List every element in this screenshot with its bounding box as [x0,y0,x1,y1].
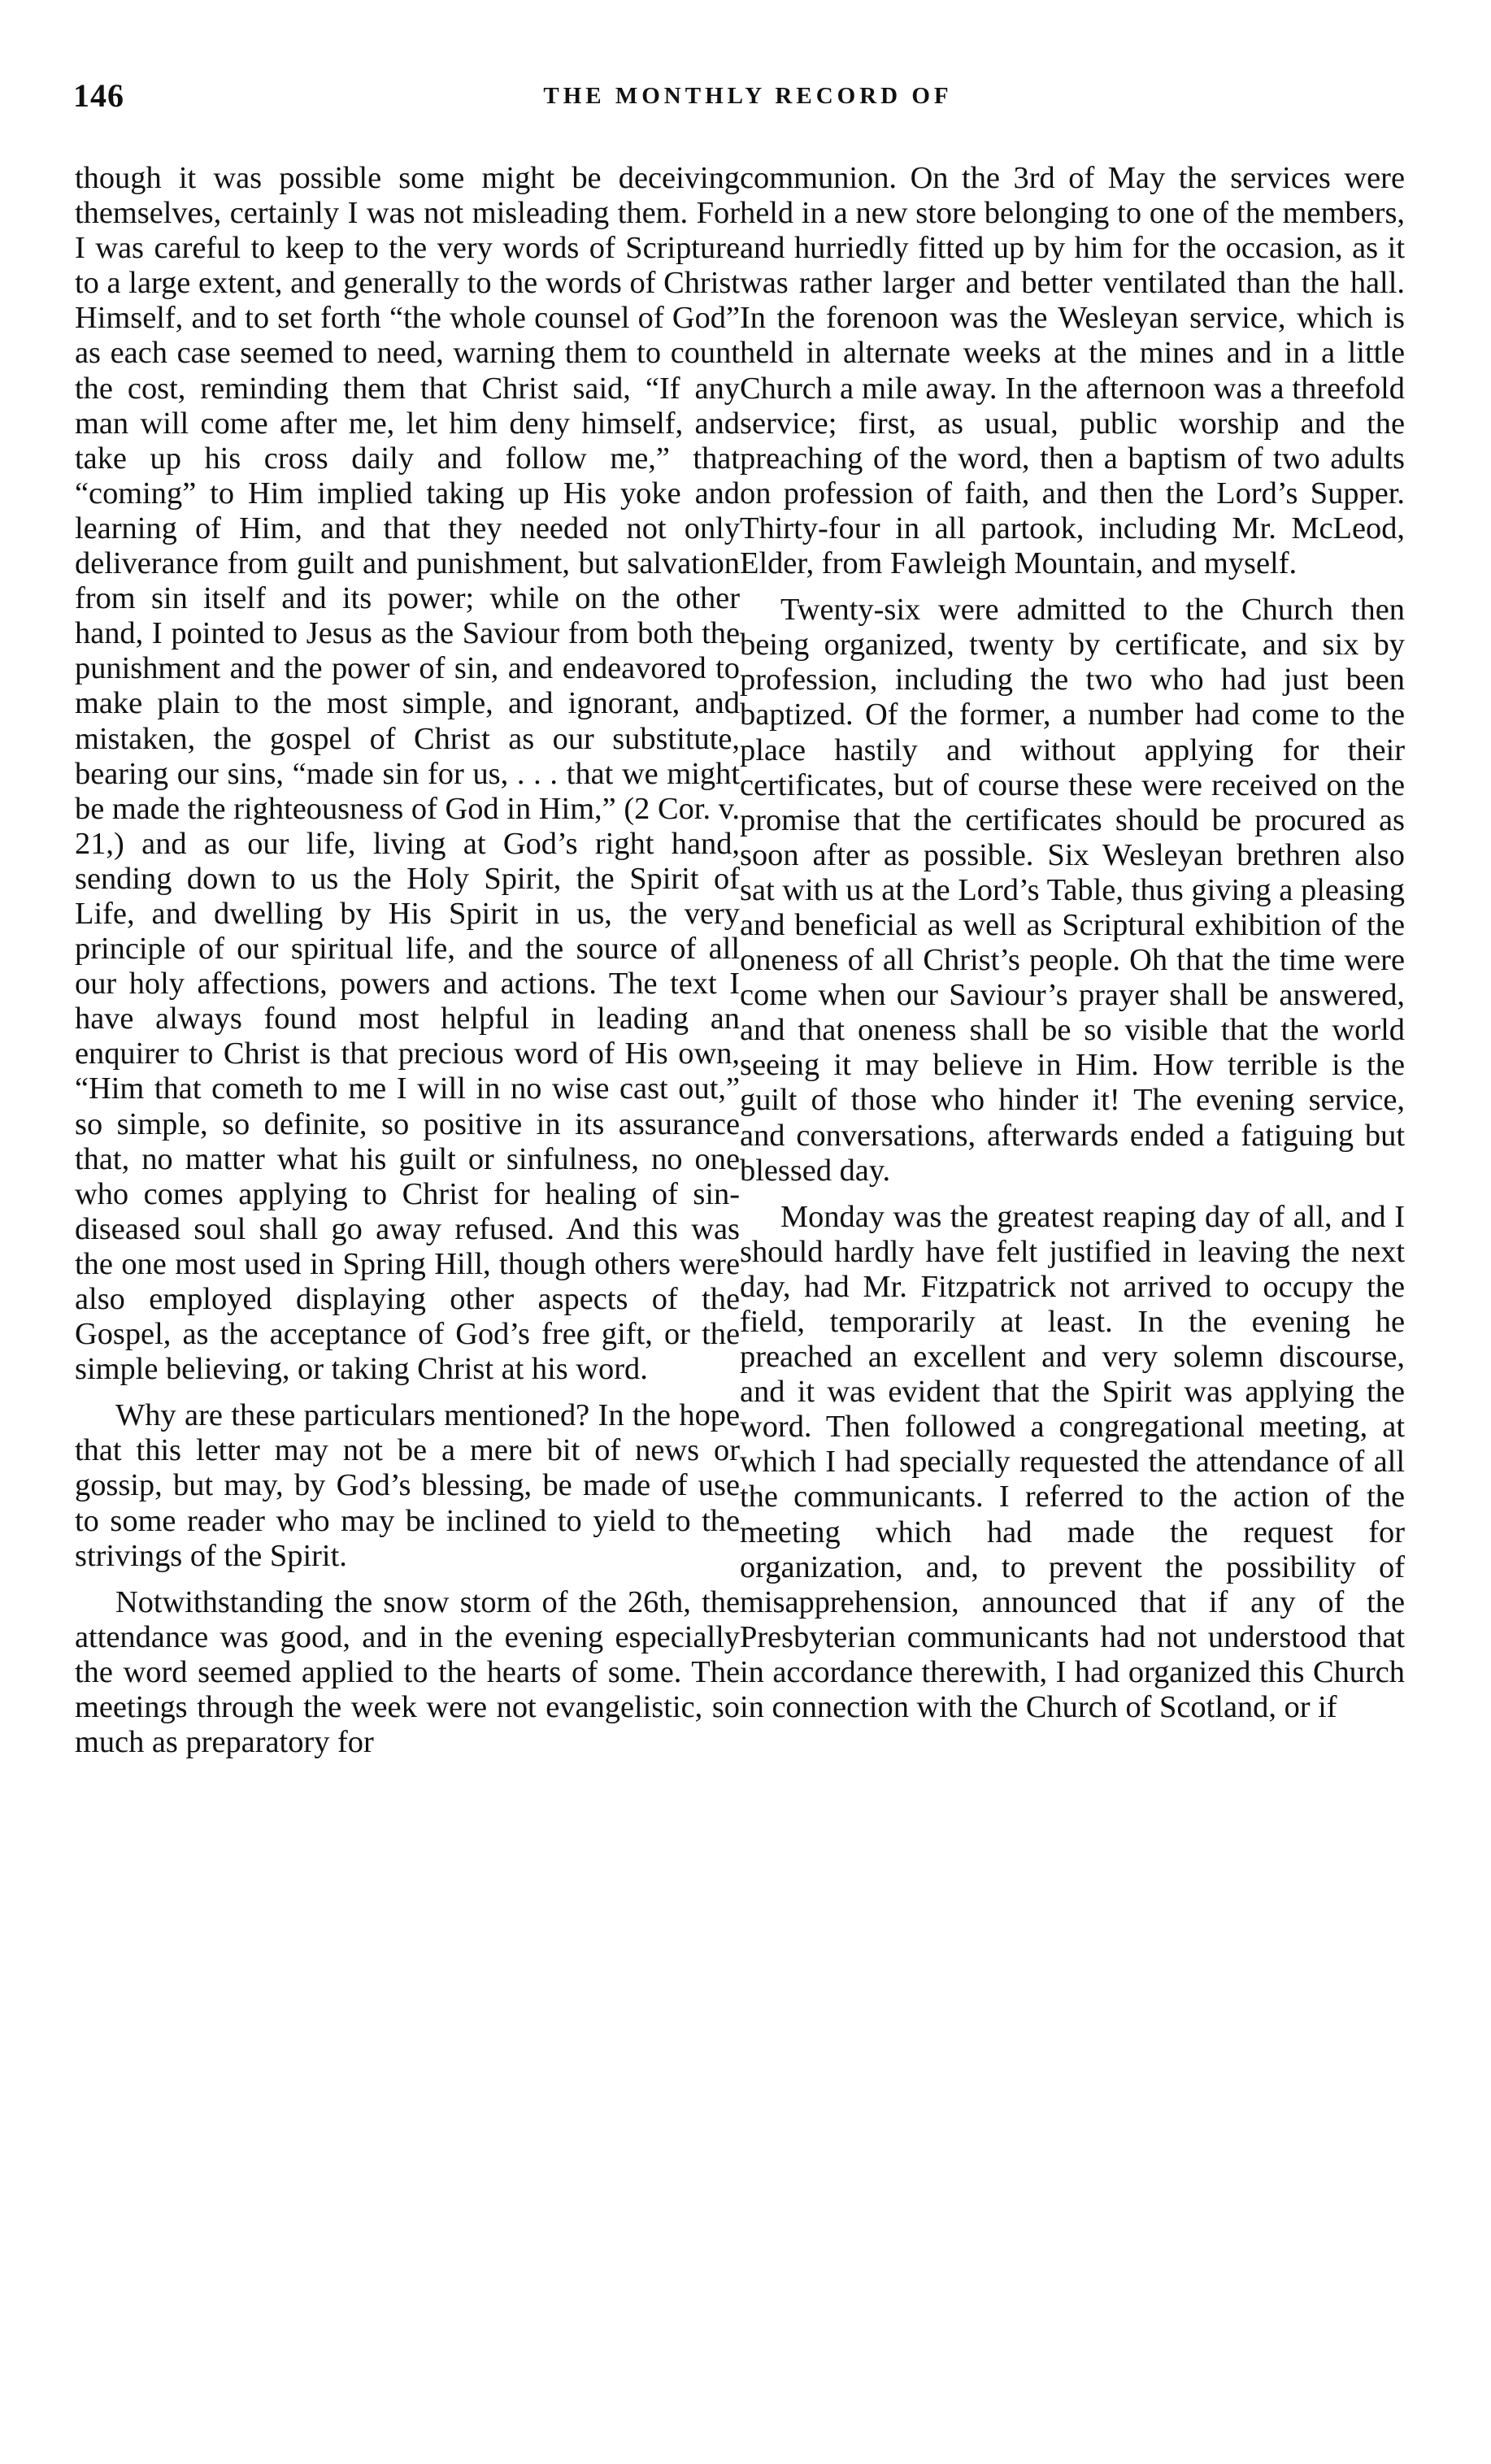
paragraph: Notwithstanding the snow storm of the 26th, the attendance was good, and in the evening especially the word seemed applied to the hearts of some. The meetings through the week were not evangelistic, so much as preparatory for [75,1584,740,1760]
paragraph: Why are these particulars mentioned? In the hope that this letter may not be a mere bit of news or gossip, but may, by God’s blessing, be made of use to some reader who may be inclined to yield to the strivings of the Spirit. [75,1398,740,1573]
paragraph: Twenty-six were admitted to the Church then being organized, twenty by certificate, and six by profession, including the two who had just been baptized. Of the former, a number had come to the place hastily and without applying for their certificates, but of course these were received on the promise that the certificates should be procured as soon after as possible. Six Wesleyan brethren also sat with us at the Lord’s Table, thus giving a pleasing and beneficial as well as Scriptural exhibition of the oneness of all Christ’s people. Oh that the time were come when our Saviour’s prayer shall be answered, and that oneness shall be so visible that the world seeing it may believe in Him. How terrible is the guilt of those who hinder it! The evening service, and conversations, afterwards ended a fatiguing but blessed day. [740,593,1405,1188]
running-head [73,76,1423,117]
paragraph: Monday was the greatest reaping day of all, and I should hardly have felt justified in leaving the next day, had Mr. Fitzpatrick not arrived to occupy the field, temporarily at least. In the evening he preached an excellent and very solemn discourse, and it was evident that the Spirit was applying the word. Then followed a congregational meeting, at which I had specially requested the attendance of all the communicants. I referred to the action of the meeting which had made the request for organization, and, to prevent the possibility of misapprehension, announced that if any of the Presbyterian communicants had not understood that in accordance therewith, I had organized this Church in connection with the Church of Scotland, or if [740,1199,1405,1725]
left-text-column [75,161,740,1771]
right-text-column [740,161,1405,1736]
paragraph: though it was possible some might be deceiving themselves, certainly I was not misleading them. For I was careful to keep to the very words of Scripture to a large extent, and generally to the words of Christ Himself, and to set forth “the whole counsel of God” as each case seemed to need, warning them to count the cost, reminding them that Christ said, “If any man will come after me, let him deny himself, and take up his cross daily and follow me,” that “coming” to Him implied taking up His yoke and learning of Him, and that they needed not only deliverance from guilt and punishment, but salvation from sin itself and its power; while on the other hand, I pointed to Jesus as the Saviour from both the punishment and the power of sin, and endeavored to make plain to the most simple, and ignorant, and mistaken, the gospel of Christ as our substitute, bearing our sins, “made sin for us, . . . that we might be made the righteousness of God in Him,” (2 Cor. v. 21,) and as our life, living at God’s right hand, sending down to us the Holy Spirit, the Spirit of Life, and dwelling by His Spirit in us, the very principle of our spiritual life, and the source of all our holy affections, powers and actions. The text I have always found most helpful in leading an enquirer to Christ is that precious word of His own, “Him that cometh to me I will in no wise cast out,” so simple, so definite, so positive in its assurance that, no matter what his guilt or sinfulness, no one who comes applying to Christ for healing of sin-diseased soul shall go away refused. And this was the one most used in Spring Hill, though others were also employed displaying other aspects of the Gospel, as the acceptance of God’s free gift, or the simple believing, or taking Christ at his word. [75,161,740,1387]
journal-title: THE MONTHLY RECORD OF [543,83,953,109]
page-number: 146 [73,77,124,114]
paragraph: communion. On the 3rd of May the services were held in a new store belonging to one of the members, and hurriedly fitted up by him for the occasion, as it was rather larger and better ventilated than the hall. In the forenoon was the Wesleyan service, which is held in alternate weeks at the mines and in a little Church a mile away. In the afternoon was a threefold service; first, as usual, public worship and the preaching of the word, then a baptism of two adults on profession of faith, and then the Lord’s Supper. Thirty-four in all partook, including Mr. McLeod, Elder, from Fawleigh Mountain, and myself. [740,161,1405,581]
